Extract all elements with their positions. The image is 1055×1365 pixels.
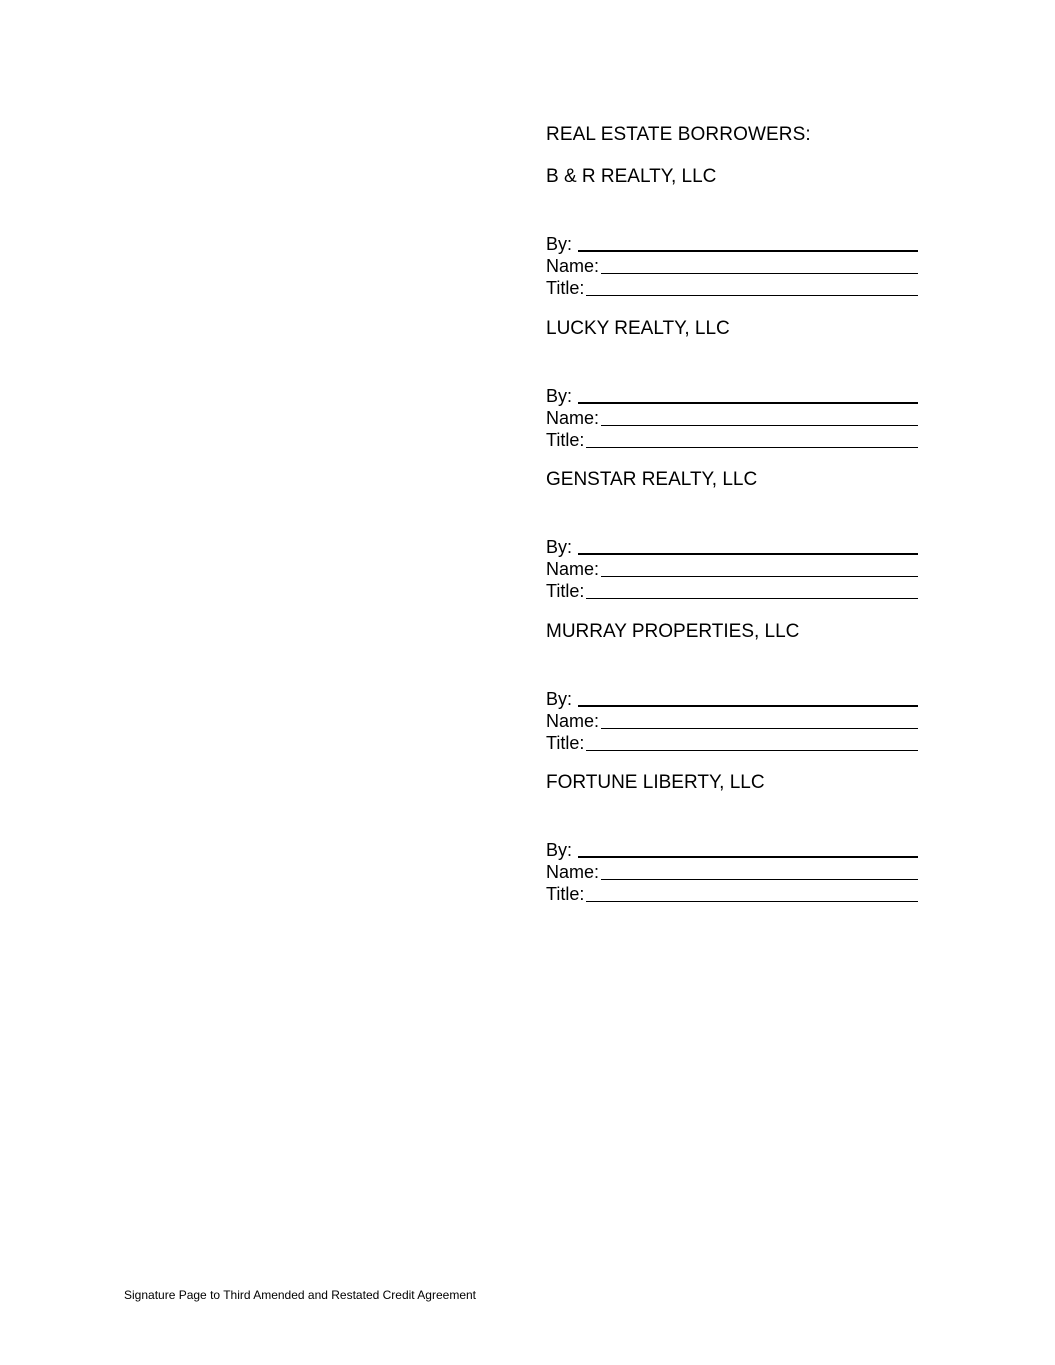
- entity-name: B & R REALTY, LLC: [546, 166, 717, 187]
- name-label: Name:: [546, 862, 600, 882]
- by-row: [546, 384, 918, 406]
- entity-name: MURRAY PROPERTIES, LLC: [546, 621, 800, 642]
- name-label: Name:: [546, 256, 600, 276]
- name-row: [546, 254, 918, 276]
- by-row: [546, 838, 918, 860]
- name-row: [546, 557, 918, 579]
- name-label: Name:: [546, 559, 600, 579]
- by-row: [546, 687, 918, 709]
- by-label: By:: [546, 537, 573, 557]
- by-row: [546, 535, 918, 557]
- title-signature-line[interactable]: [586, 901, 918, 902]
- name-row: [546, 709, 918, 731]
- signature-block-b-and-r-realty: [546, 166, 926, 296]
- entity-name: GENSTAR REALTY, LLC: [546, 469, 758, 490]
- title-signature-line[interactable]: [586, 295, 918, 296]
- title-signature-line[interactable]: [586, 598, 918, 599]
- name-row: [546, 406, 918, 428]
- name-signature-line[interactable]: [601, 425, 918, 426]
- by-label: By:: [546, 234, 573, 254]
- entity-name: FORTUNE LIBERTY, LLC: [546, 772, 765, 793]
- by-signature-line[interactable]: [578, 402, 918, 404]
- title-label: Title:: [546, 278, 585, 298]
- title-label: Title:: [546, 430, 585, 450]
- title-row: [546, 882, 918, 904]
- title-label: Title:: [546, 884, 585, 904]
- name-signature-line[interactable]: [601, 273, 918, 274]
- title-label: Title:: [546, 733, 585, 753]
- name-row: [546, 860, 918, 882]
- by-signature-line[interactable]: [578, 250, 918, 252]
- title-label: Title:: [546, 581, 585, 601]
- title-row: [546, 276, 918, 298]
- by-signature-line[interactable]: [578, 553, 918, 555]
- name-label: Name:: [546, 711, 600, 731]
- by-row: [546, 232, 918, 254]
- by-label: By:: [546, 689, 573, 709]
- signature-block-murray-properties: [546, 621, 926, 751]
- title-signature-line[interactable]: [586, 447, 918, 448]
- title-signature-line[interactable]: [586, 750, 918, 751]
- section-heading: REAL ESTATE BORROWERS:: [546, 124, 811, 145]
- title-row: [546, 731, 918, 753]
- by-label: By:: [546, 840, 573, 860]
- name-signature-line[interactable]: [601, 879, 918, 880]
- name-label: Name:: [546, 408, 600, 428]
- entity-name: LUCKY REALTY, LLC: [546, 318, 730, 339]
- by-label: By:: [546, 386, 573, 406]
- title-row: [546, 579, 918, 601]
- signature-block-fortune-liberty: [546, 772, 926, 902]
- title-row: [546, 428, 918, 450]
- name-signature-line[interactable]: [601, 576, 918, 577]
- signature-block-lucky-realty: [546, 318, 926, 448]
- signature-block-genstar-realty: [546, 469, 926, 599]
- by-signature-line[interactable]: [578, 705, 918, 707]
- name-signature-line[interactable]: [601, 728, 918, 729]
- page-footer: Signature Page to Third Amended and Restated Credit Agreement: [124, 1288, 477, 1302]
- by-signature-line[interactable]: [578, 856, 918, 858]
